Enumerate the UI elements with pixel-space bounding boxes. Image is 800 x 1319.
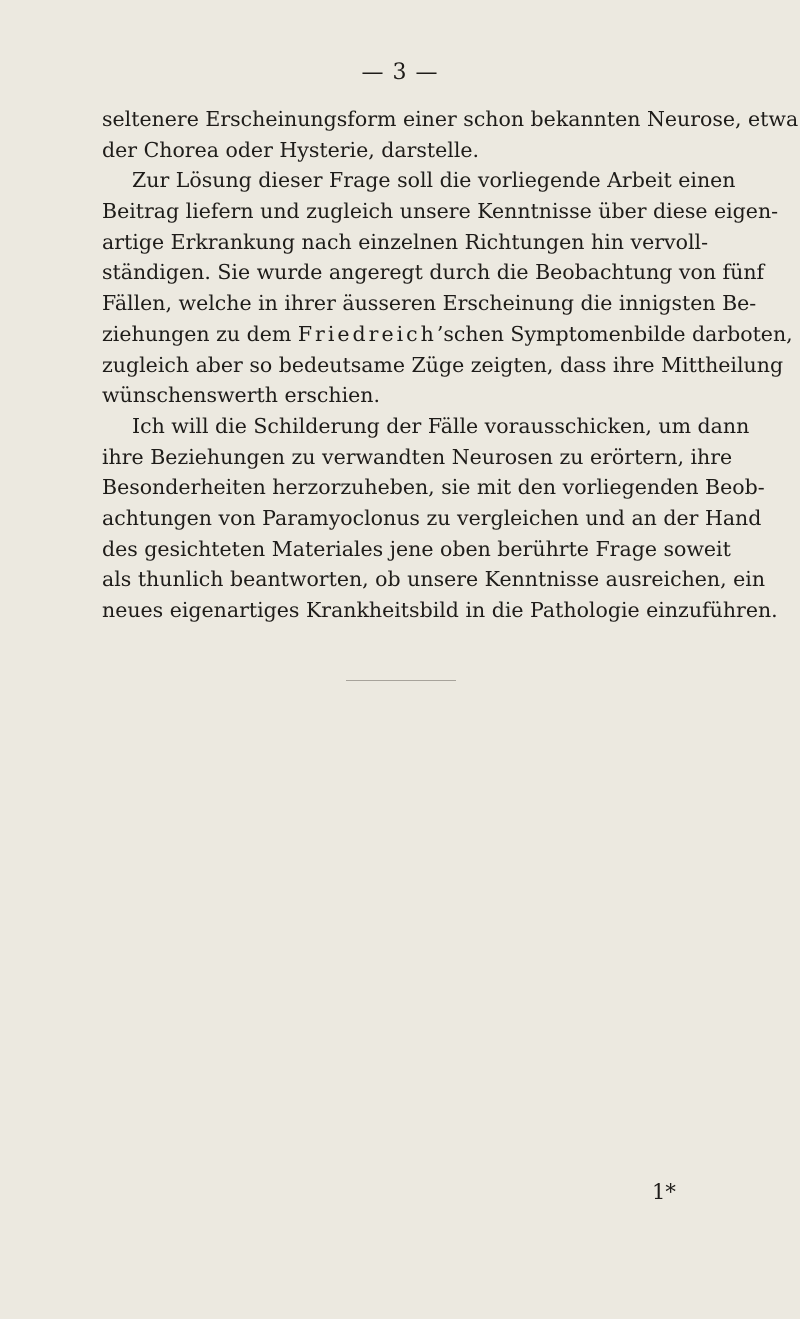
section-divider [346, 680, 456, 681]
text-line: als thunlich beantworten, ob unsere Kenntnisse ausreichen, ein [102, 567, 766, 592]
text-fragment: ziehungen zu dem [102, 321, 292, 346]
text-line: Ich will die Schilderung der Fälle vorausschicken, um dann [132, 413, 750, 438]
text-line: des gesichteten Materiales jene oben berührte Frage soweit [102, 536, 731, 561]
text-line: seltenere Erscheinungsform einer schon bekannten Neurose, etwa [102, 107, 799, 131]
author-name: Friedreich [297, 321, 437, 346]
text-line: neues eigenartiges Krankheitsbild in die Pathologie einzuführen. [102, 598, 778, 622]
text-line: der Chorea oder Hysterie, darstelle. [102, 137, 480, 162]
body-text [102, 104, 799, 626]
text-line: artige Erkrankung nach einzelnen Richtungen hin vervoll- [102, 229, 708, 254]
text-line: Besonderheiten herzorzuheben, sie mit den vorliegenden Beob- [102, 475, 765, 500]
text-line: ständigen. Sie wurde angeregt durch die Beobachtung von fünf [102, 260, 765, 285]
text-line: zugleich aber so bedeutsame Züge zeigten, dass ihre Mittheilung [102, 352, 784, 377]
text-line [102, 319, 793, 350]
paragraph-1 [102, 104, 799, 165]
paragraph-2 [102, 165, 793, 411]
text-line: Fällen, welche in ihrer äusseren Erscheinung die innigsten Be- [102, 291, 757, 316]
text-fragment: ’schen Symptomenbilde darboten, [436, 321, 793, 346]
text-line: achtungen von Paramyoclonus zu vergleichen und an der Hand [102, 505, 762, 530]
paragraph-3 [102, 411, 778, 626]
text-line: Beitrag liefern und zugleich unsere Kenntnisse über diese eigen- [102, 199, 779, 224]
text-line: ihre Beziehungen zu verwandten Neurosen zu erörtern, ihre [102, 444, 733, 469]
page-number: — 3 — [361, 60, 439, 85]
text-line: wünschenswerth erschien. [102, 383, 380, 408]
text-line: Zur Lösung dieser Frage soll die vorliegende Arbeit einen [132, 168, 736, 193]
signature-mark: 1* [652, 1180, 676, 1204]
